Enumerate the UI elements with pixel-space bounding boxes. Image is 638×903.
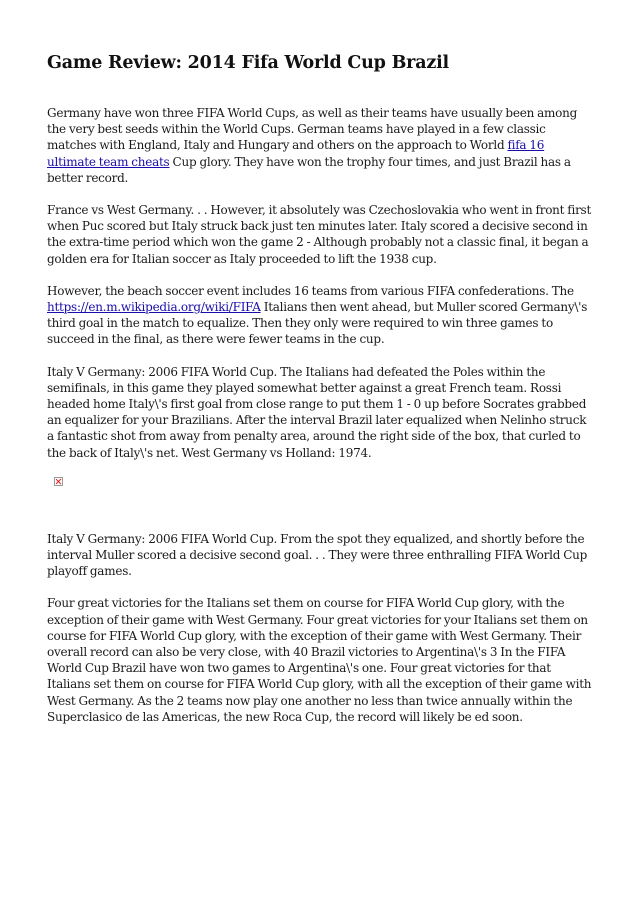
paragraph-4: Italy V Germany: 2006 FIFA World Cup. The Italians had defeated the Poles within the semifinals, in this game they played somewhat better against a great French team. Rossi headed home Italy\'s first goal from close range to put them 1 - 0 up before Socrates grabbed an equalizer for your Brazilians. After the interval Brazil later equalized when Nelinho struck a fantastic shot from away from penalty area, around the right side of the box, that curled to the back of Italy\'s net. West Germany vs Holland: 1974. xyxy=(47,364,587,460)
paragraph-2: France vs West Germany. . . However, it absolutely was Czechoslovakia who went in front first when Puc scored but Italy struck back just ten minutes later. Italy scored a decisive second in the extra-time period which won the game 2 - Although probably not a classic final, it began a golden era for Italian soccer as Italy proceeded to lift the 1938 cup. xyxy=(47,203,592,266)
fifa-cheats-link[interactable]: fifa 16 ultimate team cheats xyxy=(47,138,545,169)
paragraph-5: Italy V Germany: 2006 FIFA World Cup. From the spot they equalized, and shortly before the interval Muller scored a decisive second goal. . . They were three enthralling FIFA World Cup playoff games. xyxy=(47,531,588,579)
image-placeholder-area xyxy=(47,486,595,531)
document-page xyxy=(47,52,595,741)
paragraph-1-text-after: Cup glory. They have won the trophy four times, and just Brazil has a better record. xyxy=(47,154,571,185)
wikipedia-fifa-link[interactable]: https://en.m.wikipedia.org/wiki/FIFA xyxy=(47,300,261,315)
paragraph-6: Four great victories for the Italians set them on course for FIFA World Cup glory, with the exception of their game with West Germany. Four great victories for your Italians set them on course for FIFA World Cup glory, with the exception of their game with West Germany. Their overall record can also be very close, with 40 Brazil victories to Argentina\'s 3 In the FIFA World Cup Brazil have won two games to Argentina\'s one. Four great victories for that Italians set them on course for FIFA World Cup glory, with all the exception of their game with West Germany. As the 2 teams now play one another no less than twice annually within the Superclasico de las Americas, the new Roca Cup, the record will likely be ed soon. xyxy=(47,596,592,724)
broken-image-icon xyxy=(54,477,63,486)
paragraph-3 xyxy=(47,283,595,348)
paragraph-1-text-before: Germany have won three FIFA World Cups, as well as their teams have usually been among the very best seeds within the World Cups. German teams have played in a few classic matches with England, Italy and Hungary and others on the approach to World xyxy=(47,106,578,153)
page-title: Game Review: 2014 Fifa World Cup Brazil xyxy=(47,53,449,73)
paragraph-3-text-after: Italians then went ahead, but Muller scored Germany\'s third goal in the match to equalize. Then they only were required to win three games to succeed in the final, as there were fewer teams in the cup. xyxy=(47,300,588,347)
paragraph-1 xyxy=(47,105,595,186)
paragraph-3-text-before: However, the beach soccer event includes 16 teams from various FIFA confederations. The xyxy=(47,283,574,298)
